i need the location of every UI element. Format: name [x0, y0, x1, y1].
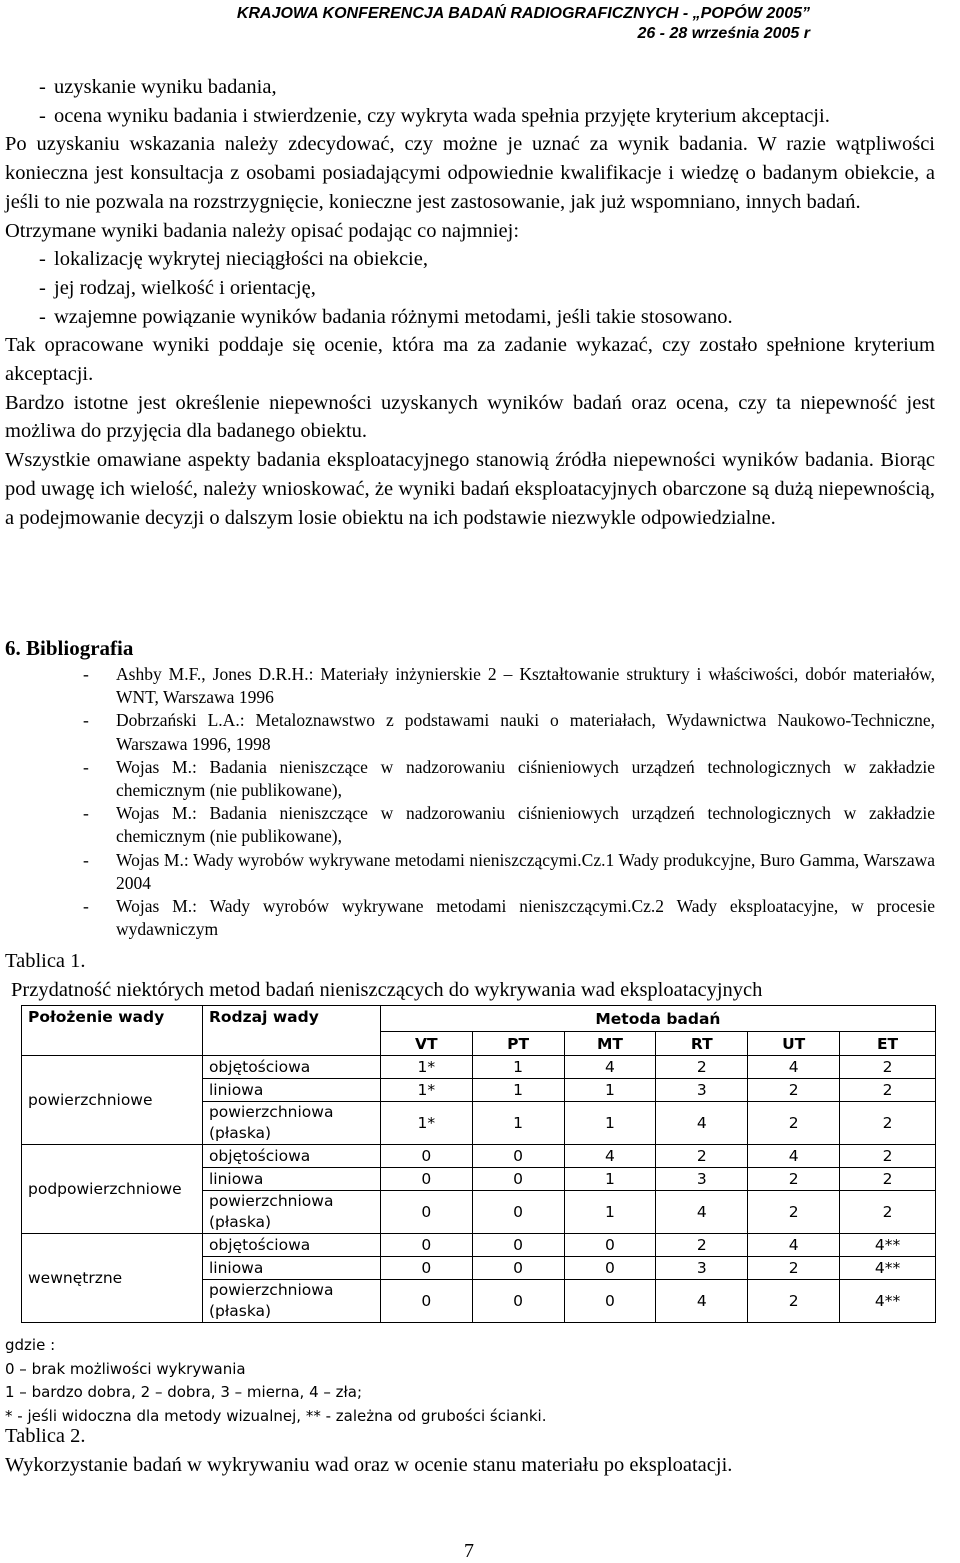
method-value-cell: 1: [564, 1168, 656, 1191]
list-item: - lokalizację wykrytej nieciągłości na obiekcie,: [39, 248, 428, 271]
method-value-cell: 2: [656, 1056, 748, 1079]
table1-title: Przydatność niektórych metod badań nieniszczących do wykrywania wad eksploatacyjnych: [11, 979, 763, 1001]
method-value-cell: 2: [748, 1102, 840, 1145]
bibliography-item: - Dobrzański L.A.: Metaloznawstwo z podstawami nauki o materiałach, Wydawnictwa Naukowo-Techniczne, Warszawa 1996, 1998: [83, 710, 935, 754]
defect-type-cell: powierzchniowa (płaska): [202, 1280, 380, 1323]
method-value-cell: 4**: [840, 1234, 936, 1257]
method-value-cell: 4: [656, 1102, 748, 1145]
table-header-row: [22, 1006, 936, 1032]
method-value-cell: 0: [472, 1191, 564, 1234]
method-value-cell: 4: [748, 1056, 840, 1079]
col-header-type: Rodzaj wady: [202, 1006, 380, 1056]
method-value-cell: 0: [564, 1234, 656, 1257]
defect-position-cell: wewnętrzne: [22, 1234, 203, 1323]
method-value-cell: 1*: [380, 1079, 472, 1102]
conference-header: [237, 4, 810, 44]
method-value-cell: 3: [656, 1168, 748, 1191]
method-value-cell: 4: [564, 1056, 656, 1079]
paragraph: Wszystkie omawiane aspekty badania eksploatacyjnego stanowią źródła niepewności wyników badania. Biorąc pod uwagę ich wielość, należy wnioskować, że wyniki badań eksploatacyjnych obarczone są dużą niepewnością, a podejmowanie decyzji o dalszym losie obiektu na ich podstawie niezwykle odpowiedzialne.: [5, 449, 935, 529]
method-value-cell: 2: [656, 1234, 748, 1257]
method-value-cell: 3: [656, 1079, 748, 1102]
note-line: 1 – bardzo dobra, 2 – dobra, 3 – mierna, 4 – zła;: [5, 1383, 363, 1401]
method-value-cell: 0: [564, 1257, 656, 1280]
page-number: 7: [464, 1540, 474, 1562]
method-value-cell: 4: [564, 1145, 656, 1168]
defect-position-cell: podpowierzchniowe: [22, 1145, 203, 1234]
method-header: VT: [380, 1032, 472, 1056]
method-value-cell: 0: [472, 1257, 564, 1280]
note-line: gdzie :: [5, 1336, 56, 1354]
method-value-cell: 4: [656, 1280, 748, 1323]
list-item: - jej rodzaj, wielkość i orientację,: [39, 276, 316, 299]
detection-methods-table: [21, 1005, 936, 1323]
table-body: [22, 1006, 936, 1323]
method-header: RT: [656, 1032, 748, 1056]
method-header: MT: [564, 1032, 656, 1056]
method-value-cell: 1: [564, 1079, 656, 1102]
method-value-cell: 2: [840, 1191, 936, 1234]
method-value-cell: 1: [564, 1191, 656, 1234]
table2-title: Wykorzystanie badań w wykrywaniu wad oraz w ocenie stanu materiału po eksploatacji.: [5, 1454, 733, 1476]
bibliography-list: [5, 663, 935, 941]
method-value-cell: 4**: [840, 1257, 936, 1280]
note-line: * - jeśli widoczna dla metody wizualnej, ** - zależna od grubości ścianki.: [5, 1406, 547, 1425]
method-value-cell: 2: [748, 1257, 840, 1280]
method-value-cell: 2: [840, 1168, 936, 1191]
method-value-cell: 2: [840, 1102, 936, 1145]
method-value-cell: 2: [656, 1145, 748, 1168]
method-value-cell: 1: [564, 1102, 656, 1145]
table-row: [22, 1234, 936, 1257]
defect-type-cell: objętościowa: [202, 1056, 380, 1079]
bibliography-item: - Wojas M.: Wady wyrobów wykrywane metodami nieniszczącymi.Cz.1 Wady produkcyjne, Buro Gamma, Warszawa 2004: [83, 849, 935, 893]
method-value-cell: 0: [380, 1168, 472, 1191]
paragraph: Tak opracowane wyniki poddaje się ocenie, która ma za zadanie wykazać, czy zostało spełnione kryterium akceptacji.: [5, 334, 935, 386]
defect-type-cell: powierzchniowa (płaska): [202, 1102, 380, 1145]
table2-label: Tablica 2.: [5, 1425, 86, 1447]
paragraph: Po uzyskaniu wskazania należy zdecydować, czy możne je uznać za wynik badania. W razie wątpliwości konieczna jest konsultacja z osobami posiadającymi odpowiednie kwalifikacje i wiedzę o badanym obiekcie, a jeśli to nie pozwala na rozstrzygnięcie, konieczne jest zastosowanie, jak już wspomniano, innych badań.: [5, 133, 935, 213]
method-value-cell: 0: [472, 1234, 564, 1257]
method-header: UT: [748, 1032, 840, 1056]
method-value-cell: 2: [748, 1280, 840, 1323]
header-date: 26 - 28 września 2005 r: [637, 25, 810, 42]
list-item: - uzyskanie wyniku badania,: [39, 76, 277, 98]
bibliography-item: - Wojas M.: Badania nieniszczące w nadzorowaniu ciśnieniowych urządzeń technologicznych w zakładzie chemicznym (nie publikowane),: [83, 756, 935, 801]
method-value-cell: 0: [380, 1145, 472, 1168]
paragraph: Bardzo istotne jest określenie niepewności uzyskanych wyników badań oraz ocena, czy ta niepewność jest możliwa do przyjęcia dla badanego obiektu.: [5, 391, 935, 443]
method-value-cell: 2: [748, 1168, 840, 1191]
table1-label: Tablica 1.: [5, 950, 86, 972]
bibliography-item: - Wojas M.: Badania nieniszczące w nadzorowaniu ciśnieniowych urządzeń technologicznych w zakładzie chemicznym (nie publikowane),: [83, 803, 935, 847]
section-heading: 6. Bibliografia: [5, 636, 134, 660]
table-notes: [5, 1334, 546, 1428]
note-line: 0 – brak możliwości wykrywania: [5, 1359, 246, 1378]
bibliography-item: - Wojas M.: Wady wyrobów wykrywane metodami nieniszczącymi.Cz.2 Wady eksploatacyjne, w procesie wydawniczym: [83, 896, 935, 940]
method-value-cell: 0: [380, 1257, 472, 1280]
method-value-cell: 0: [380, 1280, 472, 1323]
method-header: ET: [840, 1032, 936, 1056]
method-value-cell: 1: [472, 1079, 564, 1102]
body-text: [5, 73, 935, 532]
method-value-cell: 0: [380, 1191, 472, 1234]
method-value-cell: 1: [472, 1102, 564, 1145]
table-row: [22, 1145, 936, 1168]
defect-type-cell: liniowa: [202, 1168, 380, 1191]
method-value-cell: 0: [564, 1280, 656, 1323]
method-value-cell: 2: [840, 1056, 936, 1079]
defect-type-cell: liniowa: [202, 1257, 380, 1280]
list-item: - ocena wyniku badania i stwierdzenie, czy wykryta wada spełnia przyjęte kryterium akceptacji.: [39, 104, 830, 127]
list-item: - wzajemne powiązanie wyników badania różnymi metodami, jeśli takie stosowano.: [39, 305, 733, 328]
method-value-cell: 0: [380, 1234, 472, 1257]
header-title: KRAJOWA KONFERENCJA BADAŃ RADIOGRAFICZNYCH - „POPÓW 2005”: [236, 5, 810, 22]
method-value-cell: 0: [472, 1280, 564, 1323]
method-value-cell: 2: [748, 1079, 840, 1102]
defect-type-cell: liniowa: [202, 1079, 380, 1102]
col-header-position: Położenie wady: [22, 1006, 203, 1056]
defect-type-cell: powierzchniowa (płaska): [202, 1191, 380, 1234]
defect-type-cell: objętościowa: [202, 1234, 380, 1257]
method-value-cell: 2: [748, 1191, 840, 1234]
method-value-cell: 2: [840, 1079, 936, 1102]
paragraph: Otrzymane wyniki badania należy opisać podając co najmniej:: [5, 219, 520, 242]
method-value-cell: 0: [472, 1168, 564, 1191]
method-value-cell: 1*: [380, 1056, 472, 1079]
col-header-method: Metoda badań: [380, 1006, 935, 1032]
method-value-cell: 4**: [840, 1280, 936, 1323]
method-value-cell: 4: [748, 1234, 840, 1257]
bibliography-item: - Ashby M.F., Jones D.R.H.: Materiały inżynierskie 2 – Kształtowanie struktury i właściwości, dobór materiałów, WNT, Warszawa 1996: [83, 664, 935, 708]
defect-type-cell: objętościowa: [202, 1145, 380, 1168]
method-header: PT: [472, 1032, 564, 1056]
method-value-cell: 4: [656, 1191, 748, 1234]
method-value-cell: 1: [472, 1056, 564, 1079]
method-value-cell: 0: [472, 1145, 564, 1168]
method-value-cell: 1*: [380, 1102, 472, 1145]
defect-position-cell: powierzchniowe: [22, 1056, 203, 1145]
table-row: [22, 1056, 936, 1079]
method-value-cell: 4: [748, 1145, 840, 1168]
method-value-cell: 3: [656, 1257, 748, 1280]
method-value-cell: 2: [840, 1145, 936, 1168]
